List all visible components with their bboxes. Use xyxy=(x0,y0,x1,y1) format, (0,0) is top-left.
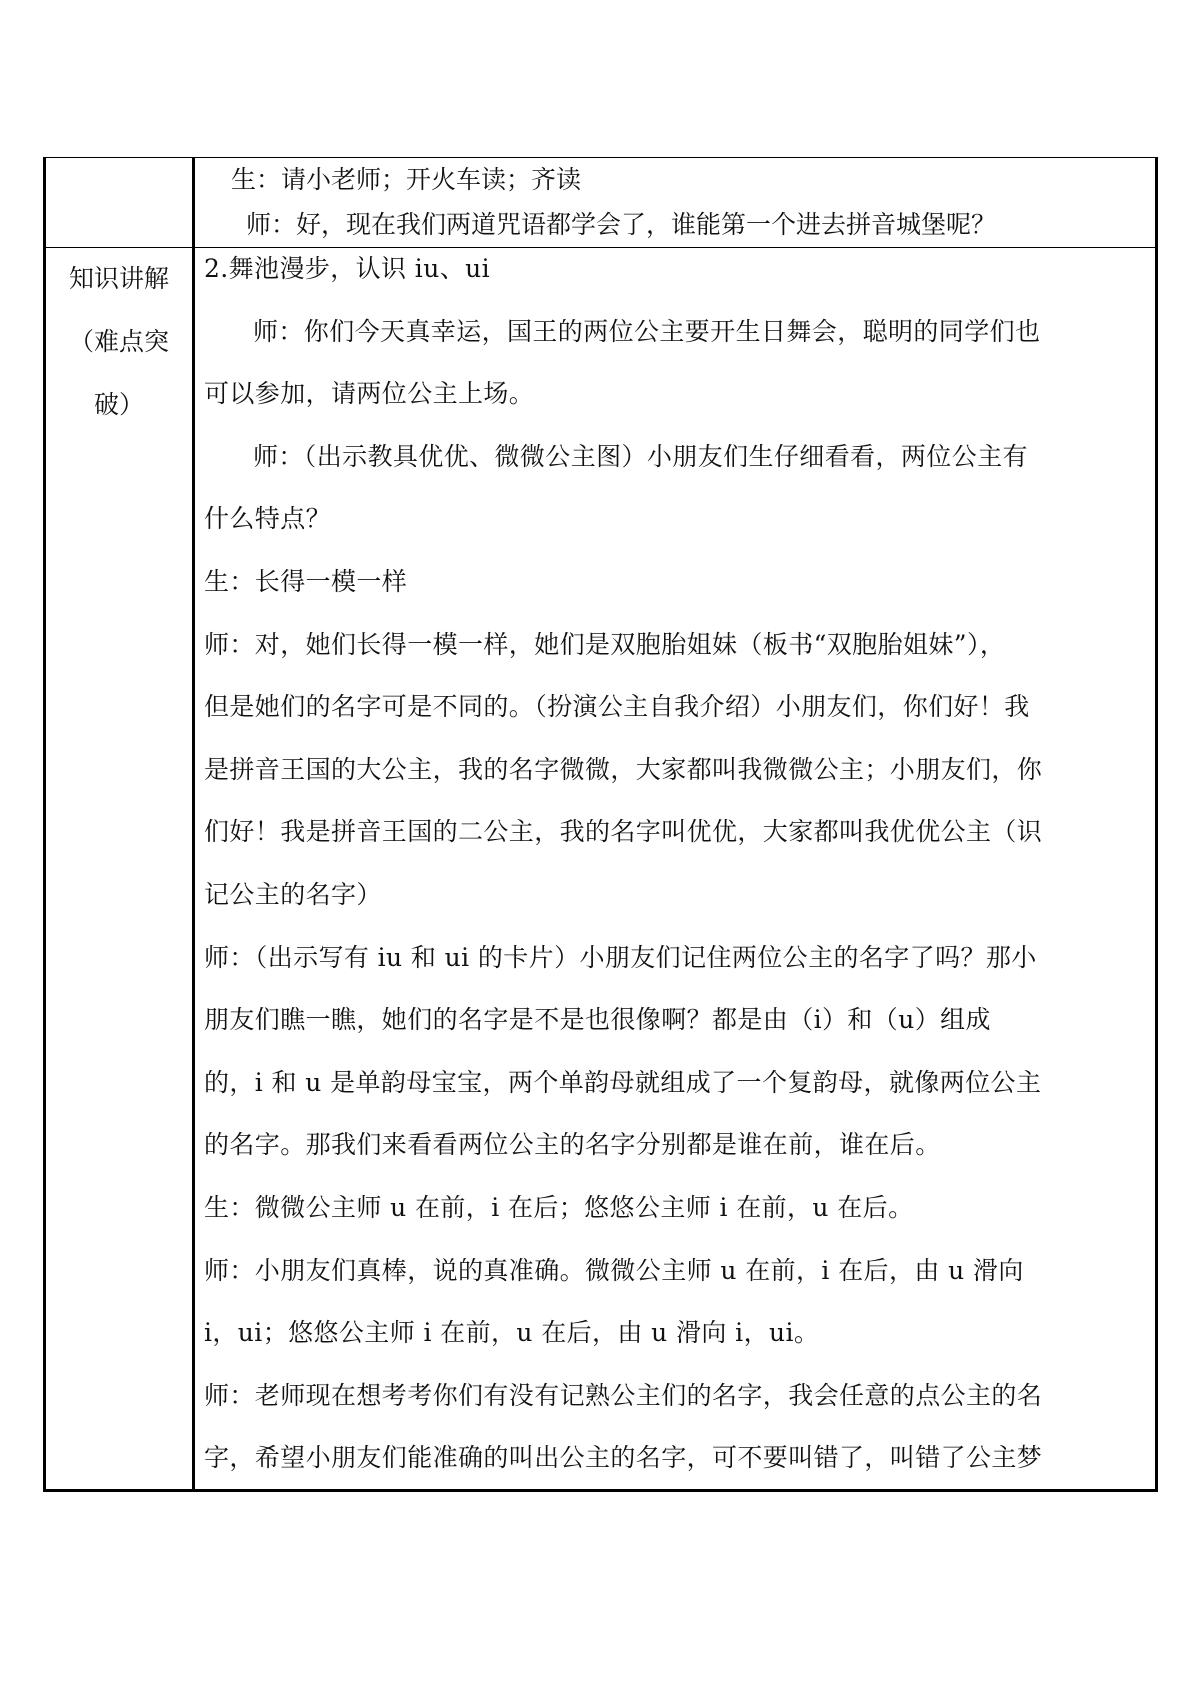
content-line: 但是她们的名字可是不同的。（扮演公主自我介绍）小朋友们，你们好！我 xyxy=(204,692,1030,722)
content-line: 字，希望小朋友们能准确的叫出公主的名字，可不要叫错了，叫错了公主梦 xyxy=(204,1443,1043,1473)
content-line: 们好！我是拼音王国的二公主，我的名字叫优优，大家都叫我优优公主（识 xyxy=(204,817,1043,847)
content-line: 的，i 和 u 是单韵母宝宝，两个单韵母就组成了一个复韵母，就像两位公主 xyxy=(204,1067,1042,1097)
section-label-line-2: （难点突 xyxy=(68,327,169,356)
top-row-content xyxy=(195,158,1149,247)
content-line: 2.舞池漫步，认识 iu、ui xyxy=(204,254,490,283)
content-line: 可以参加，请两位公主上场。 xyxy=(204,379,535,409)
content-line: 生：长得一模一样 xyxy=(204,566,408,596)
content-line: 的名字。那我们来看看两位公主的名字分别都是谁在前，谁在后。 xyxy=(204,1130,941,1160)
content-line: 师：你们今天真幸运，国王的两位公主要开生日舞会，聪明的同学们也 xyxy=(253,316,1041,346)
content-line: 记公主的名字） xyxy=(204,879,382,909)
content-line: 什么特点？ xyxy=(204,504,332,534)
content-line: 朋友们瞧一瞧，她们的名字是不是也很像啊？都是由（i）和（u）组成 xyxy=(204,1005,991,1035)
row-divider xyxy=(46,247,1155,248)
top-row-line-1: 生：请小老师；开火车读；齐读 xyxy=(231,165,582,194)
content-line: 是拼音王国的大公主，我的名字微微，大家都叫我微微公主；小朋友们，你 xyxy=(204,754,1043,784)
top-row-line-2: 师：好，现在我们两道咒语都学会了，谁能第一个进去拼音城堡呢？ xyxy=(246,210,997,239)
lesson-content xyxy=(204,255,1145,1507)
content-line: 师：小朋友们真棒，说的真准确。微微公主师 u 在前，i 在后，由 u 滑向 xyxy=(204,1255,1024,1285)
content-line: 师：（出示写有 iu 和 ui 的卡片）小朋友们记住两位公主的名字了吗？那小 xyxy=(204,942,1037,972)
content-line: 生：微微公主师 u 在前，i 在后；悠悠公主师 i 在前，u 在后。 xyxy=(204,1192,914,1222)
column-divider xyxy=(192,158,195,1489)
content-line: i，ui；悠悠公主师 i 在前，u 在后，由 u 滑向 i，ui。 xyxy=(204,1318,820,1348)
section-label xyxy=(46,247,192,436)
content-line: 师：对，她们长得一模一样，她们是双胞胎姐妹（板书“双胞胎姐妹”）， xyxy=(204,629,1006,659)
content-line: 师：老师现在想考考你们有没有记熟公主们的名字，我会任意的点公主的名 xyxy=(204,1380,1043,1410)
section-label-line-1: 知识讲解 xyxy=(68,264,169,293)
section-label-line-3: 破） xyxy=(93,390,144,419)
lesson-table xyxy=(43,157,1158,1492)
content-line: 师：（出示教具优优、微微公主图）小朋友们生仔细看看，两位公主有 xyxy=(253,441,1028,471)
